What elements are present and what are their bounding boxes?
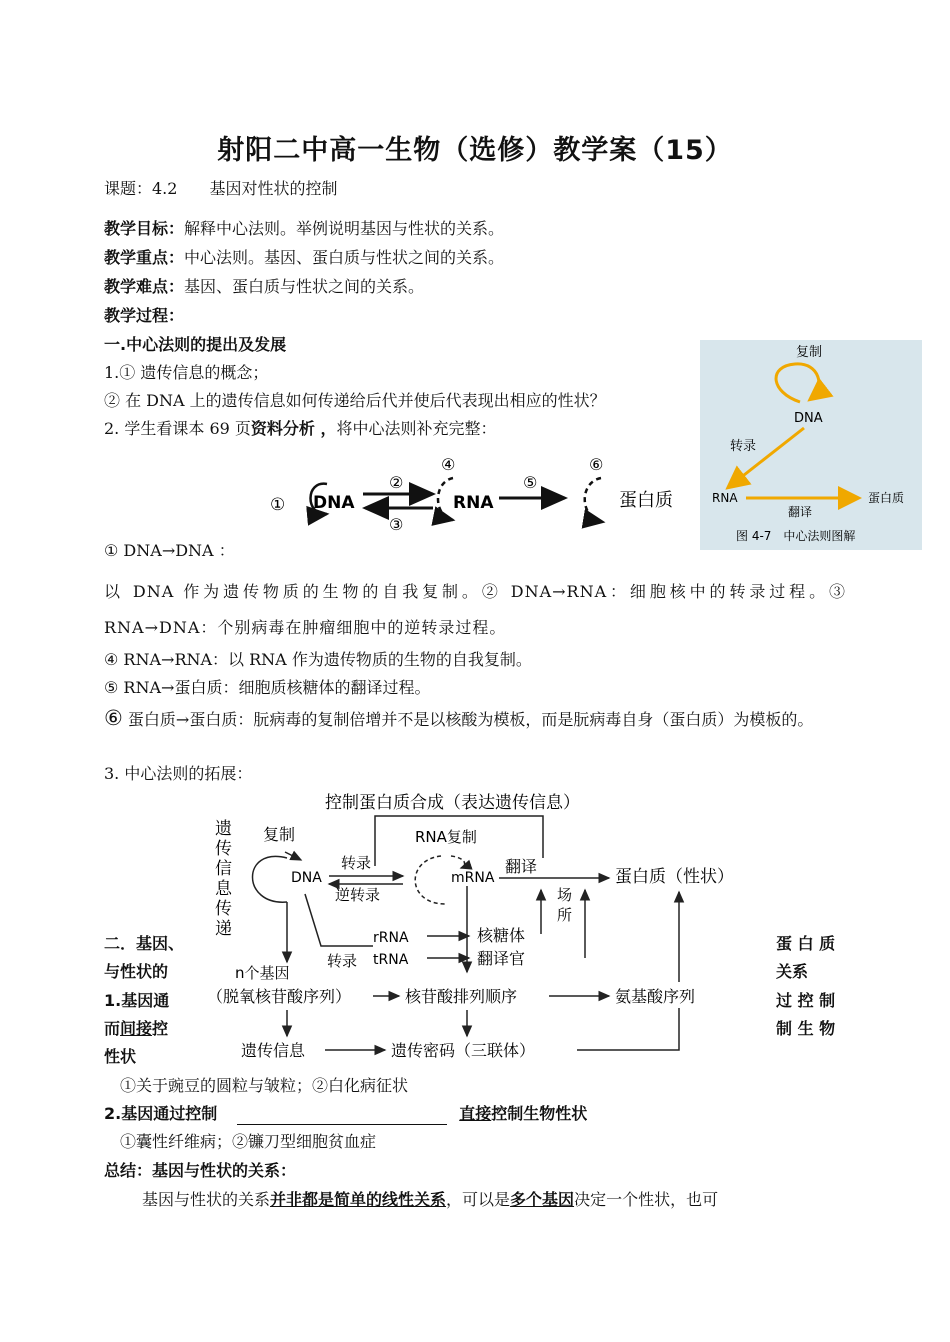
expand-deoxy: （脱氧核苷酸序列）	[207, 987, 352, 1006]
photo-protein: 蛋白质	[868, 491, 905, 505]
dogma-n2: ②	[389, 473, 404, 492]
question-3-pre: 2. 学生看课本 69 页	[104, 419, 251, 438]
section2-left-5: 性状	[104, 1047, 137, 1066]
section2-left-4a: 而	[104, 1019, 121, 1038]
focus-label: 教学重点：	[104, 248, 185, 267]
question-2: ② 在 DNA 上的遗传信息如何传递给后代并使后代表现出相应的性状？	[104, 391, 606, 410]
expand-mrna: mRNA	[451, 870, 495, 886]
summary-pre: 基因与性状的关系	[142, 1190, 271, 1209]
topic-line: 课题：4.2 基因对性状的控制	[104, 179, 338, 198]
item-6-num: ⑥	[104, 706, 123, 730]
question-1: 1.① 遗传信息的概念；	[104, 363, 269, 382]
item-5: ⑤ RNA→蛋白质：细胞质核糖体的翻译过程。	[104, 678, 431, 697]
expand-translator: 翻译官	[477, 949, 526, 968]
expand-amino: 氨基酸序列	[615, 987, 696, 1006]
question-3-bold: 资料分析 ，	[250, 419, 337, 438]
vert-char-0: 遗	[215, 819, 232, 839]
process-label: 教学过程：	[104, 306, 185, 325]
vert-char-4: 传	[215, 899, 232, 919]
expand-protein: 蛋白质（性状）	[615, 867, 734, 887]
expand-rna-rep: RNA复制	[415, 828, 477, 846]
expand-dna: DNA	[291, 870, 322, 886]
expand-trna: tRNA	[373, 952, 409, 968]
summary-post: 决定一个性状，也可	[574, 1190, 719, 1209]
section2-left-4	[104, 1018, 168, 1040]
example-1: ①关于豌豆的圆粒与皱粒；②白化病征状	[120, 1076, 409, 1095]
section2-left-4b: 间接	[120, 1019, 153, 1038]
expand-nucleotide: 核苷酸排列顺序	[405, 987, 518, 1006]
photo-dna: DNA	[794, 411, 823, 426]
dogma-dna: DNA	[313, 493, 355, 513]
goal-text: 解释中心法则。举例说明基因与性状的关系。	[184, 219, 505, 238]
item-1: ① DNA→DNA ：	[104, 541, 235, 560]
difficulty-line	[104, 276, 424, 298]
expand-left-vertical	[215, 819, 233, 939]
difficulty-text: 基因、蛋白质与性状之间的关系。	[184, 277, 425, 296]
expand-site-1: 所	[557, 906, 573, 924]
difficulty-label: 教学难点：	[104, 277, 185, 296]
question-3	[104, 418, 496, 440]
section2-left-3: 1.基因通	[104, 991, 170, 1010]
vert-char-2: 信	[215, 859, 232, 879]
section1-heading: 一.中心法则的提出及发展	[104, 335, 287, 354]
vert-char-1: 传	[215, 839, 232, 859]
dogma-rna: RNA	[453, 493, 494, 513]
section2-right-4: 制 生 物	[776, 1019, 836, 1038]
summary-underline-2: 多个基因	[510, 1190, 575, 1209]
expand-info: 遗传信息	[241, 1041, 306, 1060]
photo-replicate: 复制	[796, 345, 823, 360]
photo-translate: 翻译	[788, 505, 813, 519]
question-3-post: 将中心法则补充完整：	[336, 419, 497, 438]
expand-site-0: 场	[557, 886, 573, 904]
photo-rna: RNA	[712, 491, 738, 505]
item-6-text: 蛋白质→蛋白质：朊病毒的复制倍增并不是以核酸为模板，而是朊病毒自身（蛋白质）为模板的。	[122, 710, 814, 729]
goal-line	[104, 218, 504, 240]
item-2-3-paragraph: 以 DNA 作为遗传物质的生物的自我复制。② DNA→RNA：细胞核中的转录过程。③ RNA→DNA：个别病毒在肿瘤细胞中的逆转录过程。	[104, 582, 846, 637]
point-2-label: 2.基因通过控制	[104, 1104, 218, 1123]
item-6	[104, 704, 846, 734]
section2-right-3: 过 控 制	[776, 991, 836, 1010]
dogma-protein: 蛋白质	[619, 490, 673, 511]
expand-reverse: 逆转录	[335, 886, 381, 904]
summary-mid: ，可以是	[446, 1190, 511, 1209]
expand-transcribe2: 转录	[327, 952, 358, 970]
point-2	[104, 1103, 587, 1125]
expanded-dogma-diagram	[205, 786, 765, 1066]
photo-transcribe: 转录	[730, 439, 757, 454]
expand-replicate: 复制	[263, 825, 296, 844]
expand-ngene: n个基因	[235, 964, 290, 982]
section2-right-1: 蛋 白 质	[776, 934, 836, 953]
focus-line	[104, 247, 504, 269]
summary-underline-1: 并非都是简单的线性关系	[270, 1190, 447, 1209]
dogma-n3: ③	[389, 515, 404, 532]
fill-blank	[237, 1108, 447, 1125]
point-2-direct: 直接	[459, 1104, 492, 1123]
expand-code: 遗传密码（三联体）	[391, 1041, 536, 1060]
page-title: 射阳二中高一生物（选修）教学案（15）	[217, 135, 733, 166]
summary-label: 总结：基因与性状的关系：	[104, 1161, 297, 1180]
vert-char-5: 递	[215, 919, 232, 939]
expand-rrna: rRNA	[373, 930, 409, 946]
point-2-tail: 控制生物性状	[491, 1104, 588, 1123]
section2-left-1: 二．基因、	[104, 934, 185, 953]
goal-label: 教学目标：	[104, 219, 185, 238]
focus-text: 中心法则。基因、蛋白质与性状之间的关系。	[184, 248, 505, 267]
dogma-n5: ⑤	[523, 473, 538, 492]
central-dogma-diagram	[265, 452, 695, 532]
central-dogma-photo	[700, 340, 922, 550]
section2-left-2: 与性状的	[104, 962, 169, 981]
item-extension: 3. 中心法则的拓展：	[104, 764, 253, 783]
dogma-n1: ①	[270, 495, 286, 515]
dogma-n4: ④	[441, 455, 456, 474]
section2-left-4c: 控	[152, 1019, 169, 1038]
dogma-n6: ⑥	[589, 455, 604, 474]
section2-right-2: 关系	[776, 962, 809, 981]
expand-translate: 翻译	[505, 857, 538, 876]
expand-ribosome: 核糖体	[477, 926, 526, 945]
expand-transcribe: 转录	[341, 854, 372, 872]
item-4: ④ RNA→RNA：以 RNA 作为遗传物质的生物的自我复制。	[104, 650, 532, 669]
vert-char-3: 息	[215, 879, 232, 899]
photo-caption: 图 4-7 中心法则图解	[736, 529, 856, 543]
summary-text	[142, 1189, 718, 1211]
example-2: ①囊性纤维病；②镰刀型细胞贫血症	[120, 1132, 377, 1151]
expand-top: 控制蛋白质合成（表达遗传信息）	[325, 793, 580, 813]
